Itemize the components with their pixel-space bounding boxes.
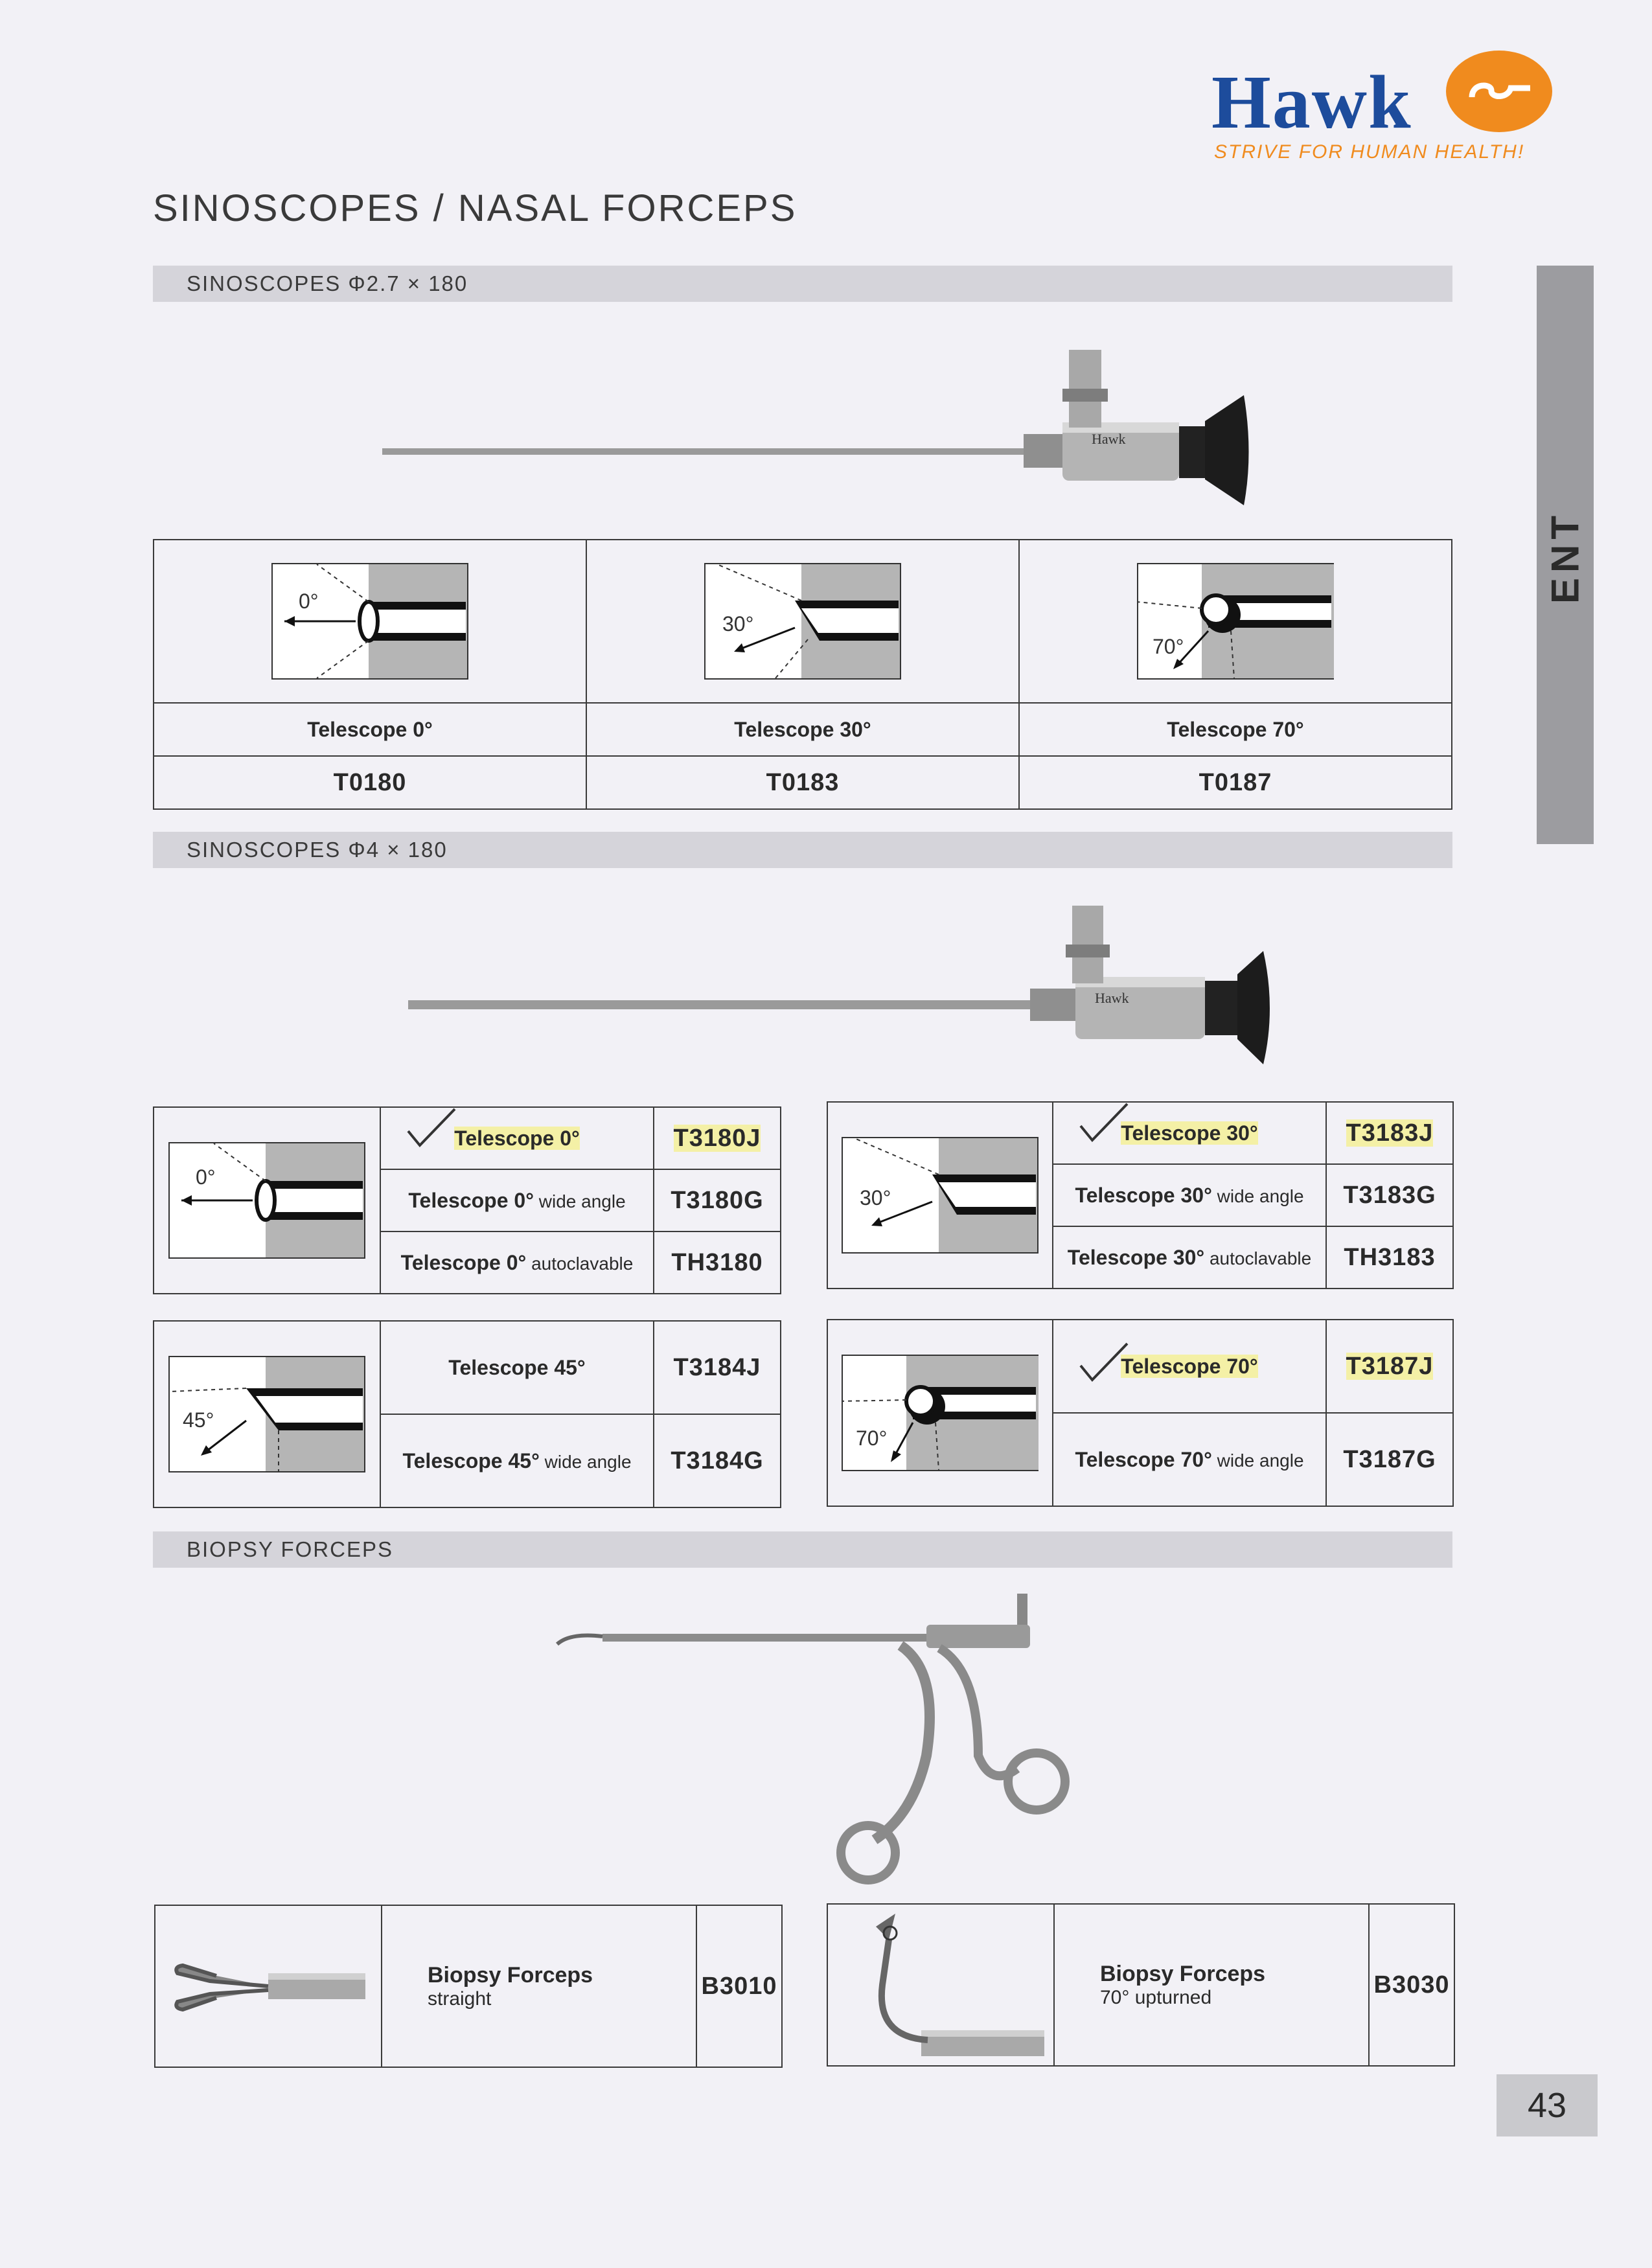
product-code-b3030: B3030 <box>1369 1904 1454 2066</box>
product-code-b3010: B3010 <box>696 1905 782 2067</box>
product-code-th3180: TH3180 <box>654 1231 781 1294</box>
telescope-name-70: Telescope 70° <box>1019 703 1452 756</box>
biopsy-upturned-name: Biopsy Forceps <box>1100 1961 1266 1986</box>
brand-tagline: STRIVE FOR HUMAN HEALTH! <box>1214 141 1525 163</box>
telescope-45-table <box>153 1320 781 1508</box>
svg-text:70°: 70° <box>856 1426 888 1450</box>
svg-text:Hawk: Hawk <box>1092 431 1126 447</box>
biopsy-straight-name: Biopsy Forceps <box>428 1962 593 1987</box>
checkmark-icon <box>403 1105 461 1151</box>
telescope-name-row: Telescope 0° autoclavable <box>380 1231 654 1294</box>
diagram-cell-70 <box>1019 540 1452 703</box>
checkmark-icon <box>1075 1100 1134 1145</box>
biopsy-straight-label-cell <box>382 1905 696 2067</box>
diagram-cell-4mm-0 <box>154 1107 380 1294</box>
product-code-t3184j: T3184J <box>654 1321 781 1414</box>
brand-logo-text: Hawk <box>1211 60 1412 144</box>
biopsy-upturned-sub: 70° upturned <box>1100 1986 1212 2008</box>
product-code-t0187: T0187 <box>1019 756 1452 809</box>
telescope-name-row: Telescope 70° <box>1053 1320 1326 1413</box>
diagram-cell-4mm-70 <box>827 1320 1053 1506</box>
telescope-70-table <box>827 1319 1454 1507</box>
biopsy-upturned-label-cell <box>1054 1904 1369 2066</box>
page-number: 43 <box>1497 2074 1598 2136</box>
product-code-t3183j: T3183J <box>1326 1102 1453 1164</box>
telescope-name-row: Telescope 70° wide angle <box>1053 1413 1326 1506</box>
svg-text:Hawk: Hawk <box>1095 990 1129 1006</box>
telescope-30-table <box>827 1101 1454 1289</box>
diagram-cell-30 <box>586 540 1019 703</box>
section-header-biopsy-forceps: BIOPSY FORCEPS <box>153 1531 1452 1568</box>
product-code-t3180j: T3180J <box>654 1107 781 1169</box>
telescope-name-row: Telescope 0° <box>380 1107 654 1169</box>
section-header-sinoscopes-4: SINOSCOPES Φ4 × 180 <box>153 832 1452 868</box>
biopsy-forceps-straight-table <box>154 1905 783 2068</box>
svg-text:70°: 70° <box>1153 635 1184 658</box>
biopsy-straight-image-cell <box>155 1905 382 2067</box>
telescope-name-30: Telescope 30° <box>586 703 1019 756</box>
telescope-name-row: Telescope 0° wide angle <box>380 1169 654 1231</box>
section-header-sinoscopes-2-7: SINOSCOPES Φ2.7 × 180 <box>153 266 1452 302</box>
telescope-name-row: Telescope 45° wide angle <box>380 1414 654 1507</box>
product-code-t0183: T0183 <box>586 756 1019 809</box>
svg-text:0°: 0° <box>196 1165 216 1189</box>
biopsy-straight-sub: straight <box>428 1987 492 2010</box>
brand-logo-icon <box>1446 51 1552 132</box>
telescope-name-row: Telescope 30° wide angle <box>1053 1164 1326 1226</box>
side-tab-label: ENT <box>1543 510 1587 604</box>
diagram-cell-4mm-30 <box>827 1102 1053 1289</box>
svg-text:30°: 30° <box>860 1186 891 1209</box>
biopsy-upturned-image-cell <box>827 1904 1054 2066</box>
biopsy-forceps-upturned-table <box>827 1903 1455 2067</box>
svg-text:0°: 0° <box>299 590 319 613</box>
telescope-name-row: Telescope 30° autoclavable <box>1053 1226 1326 1289</box>
diagram-cell-4mm-45 <box>154 1321 380 1507</box>
product-code-t3187g: T3187G <box>1326 1413 1453 1506</box>
diagram-cell-0 <box>154 540 586 703</box>
svg-text:30°: 30° <box>722 612 754 636</box>
telescope-name-row: Telescope 30° <box>1053 1102 1326 1164</box>
product-code-t3187j: T3187J <box>1326 1320 1453 1413</box>
checkmark-icon <box>1075 1340 1134 1385</box>
telescope-name-0: Telescope 0° <box>154 703 586 756</box>
product-code-t3184g: T3184G <box>654 1414 781 1507</box>
telescope-2-7-table <box>153 539 1452 810</box>
biopsy-forceps-illustration <box>551 1594 1082 1898</box>
svg-text:45°: 45° <box>183 1408 214 1432</box>
page-title: SINOSCOPES / NASAL FORCEPS <box>153 187 797 229</box>
product-code-t3183g: T3183G <box>1326 1164 1453 1226</box>
telescope-name-row: Telescope 45° <box>380 1321 654 1414</box>
product-code-t3180g: T3180G <box>654 1169 781 1231</box>
sinoscope-illustration-4mm <box>408 906 1270 1068</box>
telescope-0-table <box>153 1106 781 1294</box>
product-code-th3183: TH3183 <box>1326 1226 1453 1289</box>
product-code-t0180: T0180 <box>154 756 586 809</box>
sinoscope-illustration <box>382 350 1257 512</box>
